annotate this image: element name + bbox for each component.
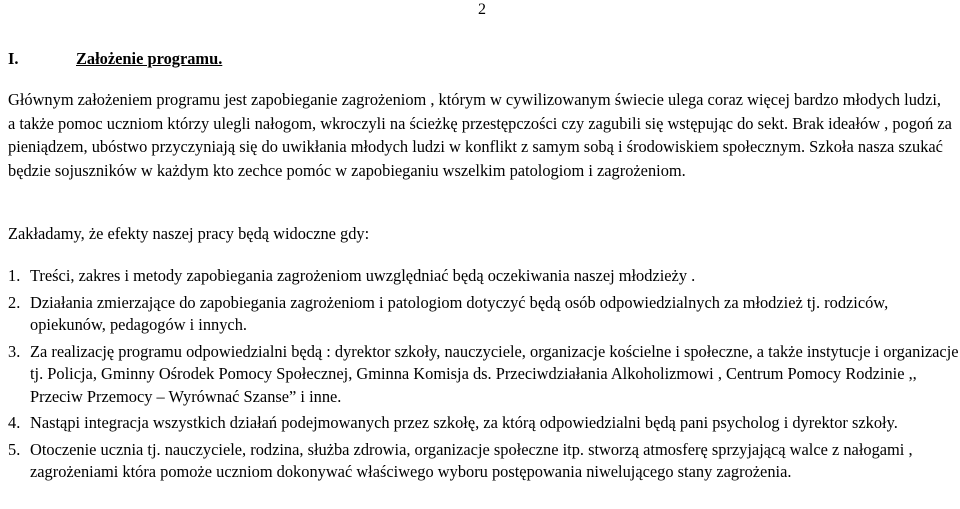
list-item-number: 3. [8,341,21,361]
list-item-number: 4. [8,413,21,432]
list-item [8,341,960,409]
list-item [8,292,960,337]
list-item [8,265,960,288]
list-item-text: Za realizację programu odpowiedzialni będą : dyrektor szkoły, nauczyciele, organizacje kościelne i społeczne, a także instytucje i organizacje tj. Policja, Gminny Ośrodek Pomocy Społecznej, Gminna Komisja ds. Przeciwdziałania Alkoholizmowi , Centrum Pomocy Rodzinie ,, Przeciw Przemocy – Wyrównać Szanse” i inne. [30,341,959,406]
list-item [8,412,960,435]
section-title: Założenie programu. [76,49,223,68]
list-item-text: Nastąpi integracja wszystkich działań podejmowanych przez szkołę, za którą odpowiedzialni będą pani psycholog i dyrektor szkoły. [30,413,898,432]
assumption-line: Zakładamy, że efekty naszej pracy będą widoczne gdy: [8,224,370,243]
list-item [8,439,960,484]
section-heading [8,49,222,69]
list-item-number: 2. [8,292,21,312]
list-item-number: 5. [8,439,21,459]
page-number: 2 [478,1,486,18]
list-item-text: Otoczenie ucznia tj. nauczyciele, rodzina, służba zdrowia, organizacje społeczne itp. stworzą atmosferę sprzyjającą walce z nałogami , zagrożeniami która pomoże uczniom dokonywać właściwego wyboru postępowania niwelującego stany zagrożenia. [30,439,913,481]
effects-list [8,265,960,488]
list-item-text: Treści, zakres i metody zapobiegania zagrożeniom uwzględniać będą oczekiwania naszej młodzieży . [30,266,696,285]
list-item-text: Działania zmierzające do zapobiegania zagrożeniom i patologiom dotyczyć będą osób odpowiedzialnych za młodzież tj. rodziców, opiekunów, pedagogów i innych. [30,292,889,334]
section-number: I. [8,49,19,68]
list-item-number: 1. [8,266,21,285]
intro-paragraph: Głównym założeniem programu jest zapobieganie zagrożeniom , którym w cywilizowanym świecie ulega coraz więcej bardzo młodych ludzi, a także pomoc uczniom którzy ulegli nałogom, wkroczyli na ścieżkę przestępczości czy zagubili się wstępując do sekt. Brak ideałów , pogoń za pieniądzem, ubóstwo przyczyniają się do uwikłania młodych ludzi w konflikt z samym sobą i środowiskiem społecznym. Szkoła nasza szukać będzie sojuszników w każdym kto zechce pomóc w zapobieganiu wszelkim patologiom i zagrożeniom. [8,90,952,180]
